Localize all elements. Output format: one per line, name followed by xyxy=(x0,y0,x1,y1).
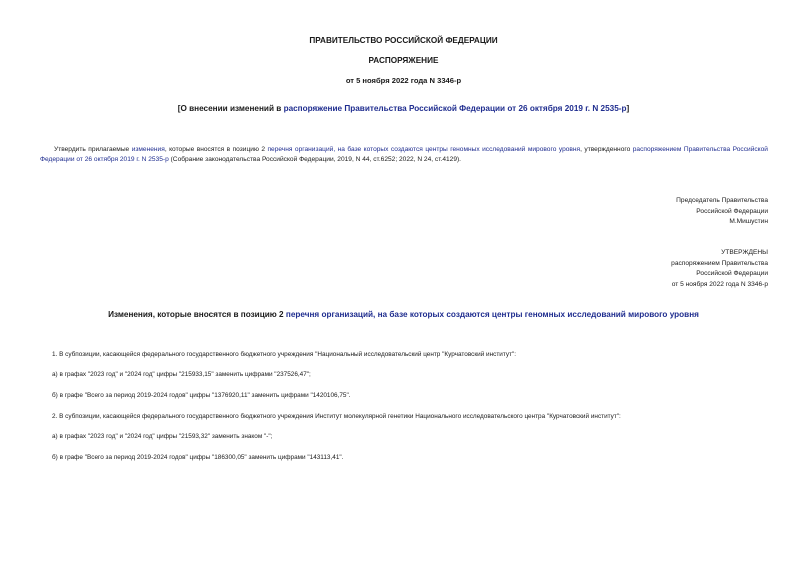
signature-country: Российской Федерации xyxy=(696,207,768,215)
change-item-1a: а) в графах "2023 год" и "2024 год" цифры "215933,15" заменить цифрами "237526,47"; xyxy=(52,371,311,378)
paragraph-text-3: , утвержденного xyxy=(580,146,633,153)
organizations-list-link[interactable]: перечня организаций, на базе которых создаются центры геномных исследований мирового уровня xyxy=(267,146,581,153)
approval-block xyxy=(671,248,768,290)
subject-suffix: ] xyxy=(626,104,630,113)
subject-prefix: [О внесении изменений в xyxy=(177,104,284,113)
signature-title: Председатель Правительства xyxy=(676,197,768,204)
order-2535-link[interactable]: распоряжением Правительства Российской Федерации от 26 октября 2019 г. N 2535-р xyxy=(40,146,768,163)
document-type-heading: РАСПОРЯЖЕНИЕ xyxy=(368,56,439,65)
changes-title-link[interactable]: перечня организаций, на базе которых создаются центры геномных исследований мирового уровня xyxy=(285,310,699,319)
approval-line-4: от 5 ноября 2022 года N 3346-р xyxy=(671,280,768,288)
change-item-2b: б) в графе "Всего за период 2019-2024 годов" цифры "186300,05" заменить цифрами "143113,41". xyxy=(52,454,344,461)
changes-link[interactable]: изменения xyxy=(131,146,165,153)
signature-block xyxy=(676,196,768,228)
approval-line-2: распоряжением Правительства xyxy=(671,259,768,267)
government-heading: ПРАВИТЕЛЬСТВО РОССИЙСКОЙ ФЕДЕРАЦИИ xyxy=(309,36,498,45)
change-item-1b: б) в графе "Всего за период 2019-2024 годов" цифры "1376920,11" заменить цифрами "1420106,75". xyxy=(52,392,351,399)
changes-title-prefix: Изменения, которые вносятся в позицию 2 xyxy=(108,310,286,319)
changes-title xyxy=(0,310,807,319)
approval-line-3: Российской Федерации xyxy=(696,270,768,277)
signature-name: М.Мишустин xyxy=(729,218,768,225)
change-item-1: 1. В субпозиции, касающейся федерального государственного бюджетного учреждения "Национальный исследовательский центр "Курчатовский институт": xyxy=(52,351,517,358)
main-paragraph xyxy=(40,145,768,165)
paragraph-text-1: Утвердить прилагаемые xyxy=(54,146,132,153)
document-date-number: от 5 ноября 2022 года N 3346-р xyxy=(345,76,462,85)
paragraph-text-2: , которые вносятся в позицию 2 xyxy=(164,146,268,153)
subject-link[interactable]: распоряжение Правительства Российской Федерации от 26 октября 2019 г. N 2535-р xyxy=(283,104,627,113)
approval-heading: УТВЕРЖДЕНЫ xyxy=(721,249,768,256)
document-subject xyxy=(0,104,807,113)
change-item-2a: а) в графах "2023 год" и "2024 год" цифры "21593,32" заменить знаком "-"; xyxy=(52,433,273,440)
paragraph-text-4: (Собрание законодательства Российской Федерации, 2019, N 44, ст.6252; 2022, N 24, ст.4129). xyxy=(168,156,462,163)
change-item-2: 2. В субпозиции, касающейся федерального государственного бюджетного учреждения Институт молекулярной генетики Национального исследовательского центра "Курчатовский институт": xyxy=(52,413,621,420)
